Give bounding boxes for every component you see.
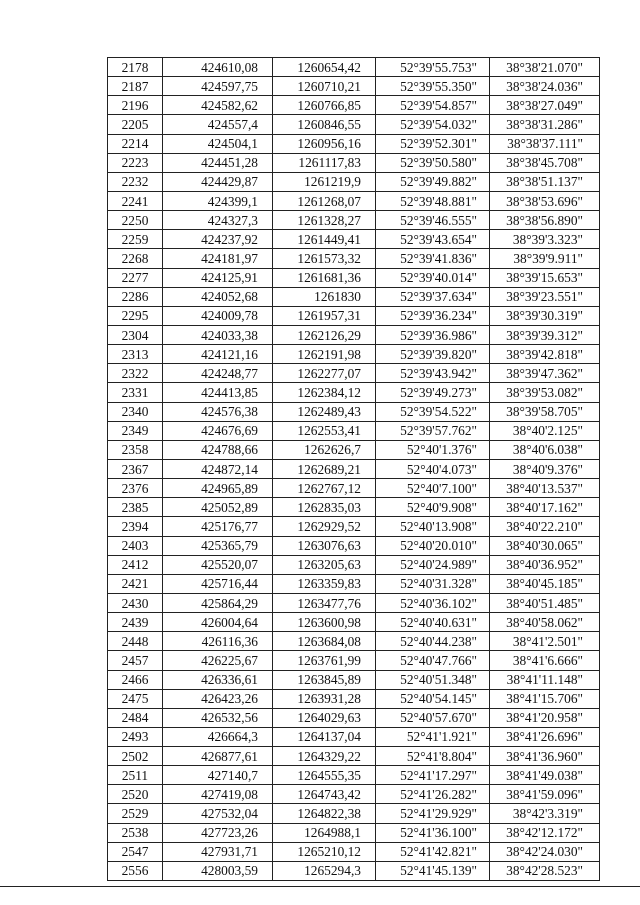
table-row xyxy=(108,172,600,191)
point-number-cell: 2286 xyxy=(108,287,163,306)
table-row xyxy=(108,823,600,842)
point-number-cell: 2466 xyxy=(108,670,163,689)
table-row xyxy=(108,574,600,593)
longitude-cell: 38°38'51.137" xyxy=(490,172,600,191)
latitude-cell: 52°40'9.908" xyxy=(376,498,490,517)
latitude-cell: 52°40'4.073" xyxy=(376,459,490,478)
latitude-cell: 52°41'45.139" xyxy=(376,861,490,880)
latitude-cell: 52°41'42.821" xyxy=(376,842,490,861)
x-coordinate-cell: 424429,87 xyxy=(163,172,273,191)
x-coordinate-cell: 424597,75 xyxy=(163,77,273,96)
point-number-cell: 2502 xyxy=(108,747,163,766)
point-number-cell: 2196 xyxy=(108,96,163,115)
y-coordinate-cell: 1265210,12 xyxy=(273,842,376,861)
y-coordinate-cell: 1263600,98 xyxy=(273,613,376,632)
x-coordinate-cell: 424582,62 xyxy=(163,96,273,115)
point-number-cell: 2232 xyxy=(108,172,163,191)
x-coordinate-cell: 424576,38 xyxy=(163,402,273,421)
x-coordinate-cell: 424181,97 xyxy=(163,249,273,268)
point-number-cell: 2439 xyxy=(108,613,163,632)
latitude-cell: 52°39'52.301" xyxy=(376,134,490,153)
coordinates-table-body xyxy=(108,58,600,881)
latitude-cell: 52°40'57.670" xyxy=(376,708,490,727)
y-coordinate-cell: 1262553,41 xyxy=(273,421,376,440)
latitude-cell: 52°40'31.328" xyxy=(376,574,490,593)
latitude-cell: 52°41'29.929" xyxy=(376,804,490,823)
table-row xyxy=(108,861,600,880)
x-coordinate-cell: 424504,1 xyxy=(163,134,273,153)
y-coordinate-cell: 1260710,21 xyxy=(273,77,376,96)
longitude-cell: 38°41'6.666" xyxy=(490,651,600,670)
y-coordinate-cell: 1262767,12 xyxy=(273,479,376,498)
y-coordinate-cell: 1262384,12 xyxy=(273,383,376,402)
longitude-cell: 38°39'30.319" xyxy=(490,306,600,325)
table-row xyxy=(108,842,600,861)
x-coordinate-cell: 428003,59 xyxy=(163,861,273,880)
x-coordinate-cell: 427140,7 xyxy=(163,766,273,785)
point-number-cell: 2313 xyxy=(108,345,163,364)
latitude-cell: 52°40'47.766" xyxy=(376,651,490,670)
longitude-cell: 38°39'47.362" xyxy=(490,364,600,383)
y-coordinate-cell: 1265294,3 xyxy=(273,861,376,880)
y-coordinate-cell: 1261573,32 xyxy=(273,249,376,268)
table-row xyxy=(108,727,600,746)
table-row xyxy=(108,115,600,134)
table-row xyxy=(108,383,600,402)
longitude-cell: 38°40'51.485" xyxy=(490,593,600,612)
longitude-cell: 38°39'23.551" xyxy=(490,287,600,306)
latitude-cell: 52°39'55.350" xyxy=(376,77,490,96)
x-coordinate-cell: 426532,56 xyxy=(163,708,273,727)
x-coordinate-cell: 424125,91 xyxy=(163,268,273,287)
y-coordinate-cell: 1261681,36 xyxy=(273,268,376,287)
latitude-cell: 52°40'36.102" xyxy=(376,593,490,612)
point-number-cell: 2412 xyxy=(108,555,163,574)
longitude-cell: 38°42'3.319" xyxy=(490,804,600,823)
table-row xyxy=(108,632,600,651)
table-row xyxy=(108,689,600,708)
table-row xyxy=(108,402,600,421)
y-coordinate-cell: 1263684,08 xyxy=(273,632,376,651)
y-coordinate-cell: 1261957,31 xyxy=(273,306,376,325)
longitude-cell: 38°40'45.185" xyxy=(490,574,600,593)
point-number-cell: 2421 xyxy=(108,574,163,593)
latitude-cell: 52°39'55.753" xyxy=(376,58,490,77)
table-row xyxy=(108,613,600,632)
latitude-cell: 52°39'40.014" xyxy=(376,268,490,287)
y-coordinate-cell: 1262626,7 xyxy=(273,440,376,459)
point-number-cell: 2358 xyxy=(108,440,163,459)
table-row xyxy=(108,306,600,325)
y-coordinate-cell: 1263931,28 xyxy=(273,689,376,708)
table-row xyxy=(108,479,600,498)
point-number-cell: 2304 xyxy=(108,325,163,344)
longitude-cell: 38°41'11.148" xyxy=(490,670,600,689)
longitude-cell: 38°38'56.890" xyxy=(490,211,600,230)
longitude-cell: 38°40'30.065" xyxy=(490,536,600,555)
x-coordinate-cell: 424872,14 xyxy=(163,459,273,478)
x-coordinate-cell: 424610,08 xyxy=(163,58,273,77)
table-row xyxy=(108,211,600,230)
longitude-cell: 38°41'26.696" xyxy=(490,727,600,746)
point-number-cell: 2538 xyxy=(108,823,163,842)
footer-divider xyxy=(0,886,640,887)
x-coordinate-cell: 426336,61 xyxy=(163,670,273,689)
point-number-cell: 2475 xyxy=(108,689,163,708)
point-number-cell: 2259 xyxy=(108,230,163,249)
y-coordinate-cell: 1261268,07 xyxy=(273,191,376,210)
point-number-cell: 2457 xyxy=(108,651,163,670)
table-row xyxy=(108,58,600,77)
latitude-cell: 52°39'50.580" xyxy=(376,153,490,172)
latitude-cell: 52°40'24.989" xyxy=(376,555,490,574)
table-row xyxy=(108,670,600,689)
point-number-cell: 2394 xyxy=(108,517,163,536)
y-coordinate-cell: 1260846,55 xyxy=(273,115,376,134)
table-row xyxy=(108,708,600,727)
point-number-cell: 2529 xyxy=(108,804,163,823)
latitude-cell: 52°39'36.234" xyxy=(376,306,490,325)
latitude-cell: 52°40'7.100" xyxy=(376,479,490,498)
x-coordinate-cell: 425176,77 xyxy=(163,517,273,536)
latitude-cell: 52°39'43.942" xyxy=(376,364,490,383)
longitude-cell: 38°40'2.125" xyxy=(490,421,600,440)
longitude-cell: 38°40'58.062" xyxy=(490,613,600,632)
y-coordinate-cell: 1262191,98 xyxy=(273,345,376,364)
table-row xyxy=(108,96,600,115)
latitude-cell: 52°40'54.145" xyxy=(376,689,490,708)
y-coordinate-cell: 1263359,83 xyxy=(273,574,376,593)
x-coordinate-cell: 425864,29 xyxy=(163,593,273,612)
y-coordinate-cell: 1261830 xyxy=(273,287,376,306)
y-coordinate-cell: 1262277,07 xyxy=(273,364,376,383)
latitude-cell: 52°39'41.836" xyxy=(376,249,490,268)
point-number-cell: 2520 xyxy=(108,785,163,804)
point-number-cell: 2331 xyxy=(108,383,163,402)
latitude-cell: 52°41'1.921" xyxy=(376,727,490,746)
y-coordinate-cell: 1264743,42 xyxy=(273,785,376,804)
point-number-cell: 2295 xyxy=(108,306,163,325)
latitude-cell: 52°39'54.522" xyxy=(376,402,490,421)
latitude-cell: 52°39'54.032" xyxy=(376,115,490,134)
x-coordinate-cell: 424327,3 xyxy=(163,211,273,230)
point-number-cell: 2484 xyxy=(108,708,163,727)
y-coordinate-cell: 1261449,41 xyxy=(273,230,376,249)
longitude-cell: 38°41'2.501" xyxy=(490,632,600,651)
point-number-cell: 2178 xyxy=(108,58,163,77)
x-coordinate-cell: 427532,04 xyxy=(163,804,273,823)
point-number-cell: 2430 xyxy=(108,593,163,612)
table-row xyxy=(108,191,600,210)
x-coordinate-cell: 427419,08 xyxy=(163,785,273,804)
point-number-cell: 2250 xyxy=(108,211,163,230)
point-number-cell: 2349 xyxy=(108,421,163,440)
longitude-cell: 38°38'24.036" xyxy=(490,77,600,96)
point-number-cell: 2403 xyxy=(108,536,163,555)
latitude-cell: 52°41'26.282" xyxy=(376,785,490,804)
x-coordinate-cell: 427723,26 xyxy=(163,823,273,842)
longitude-cell: 38°42'12.172" xyxy=(490,823,600,842)
latitude-cell: 52°40'20.010" xyxy=(376,536,490,555)
table-row xyxy=(108,230,600,249)
longitude-cell: 38°41'49.038" xyxy=(490,766,600,785)
table-row xyxy=(108,459,600,478)
x-coordinate-cell: 425052,89 xyxy=(163,498,273,517)
point-number-cell: 2493 xyxy=(108,727,163,746)
y-coordinate-cell: 1261117,83 xyxy=(273,153,376,172)
y-coordinate-cell: 1264329,22 xyxy=(273,747,376,766)
x-coordinate-cell: 424788,66 xyxy=(163,440,273,459)
y-coordinate-cell: 1260766,85 xyxy=(273,96,376,115)
longitude-cell: 38°39'3.323" xyxy=(490,230,600,249)
table-row xyxy=(108,345,600,364)
y-coordinate-cell: 1264988,1 xyxy=(273,823,376,842)
y-coordinate-cell: 1263205,63 xyxy=(273,555,376,574)
point-number-cell: 2385 xyxy=(108,498,163,517)
x-coordinate-cell: 425520,07 xyxy=(163,555,273,574)
table-row xyxy=(108,134,600,153)
table-row xyxy=(108,747,600,766)
y-coordinate-cell: 1262835,03 xyxy=(273,498,376,517)
y-coordinate-cell: 1264822,38 xyxy=(273,804,376,823)
longitude-cell: 38°39'39.312" xyxy=(490,325,600,344)
y-coordinate-cell: 1264137,04 xyxy=(273,727,376,746)
x-coordinate-cell: 424121,16 xyxy=(163,345,273,364)
latitude-cell: 52°40'1.376" xyxy=(376,440,490,459)
longitude-cell: 38°39'15.653" xyxy=(490,268,600,287)
x-coordinate-cell: 424413,85 xyxy=(163,383,273,402)
table-row xyxy=(108,498,600,517)
y-coordinate-cell: 1263076,63 xyxy=(273,536,376,555)
longitude-cell: 38°41'20.958" xyxy=(490,708,600,727)
longitude-cell: 38°38'31.286" xyxy=(490,115,600,134)
longitude-cell: 38°41'15.706" xyxy=(490,689,600,708)
point-number-cell: 2223 xyxy=(108,153,163,172)
x-coordinate-cell: 424965,89 xyxy=(163,479,273,498)
longitude-cell: 38°39'58.705" xyxy=(490,402,600,421)
longitude-cell: 38°38'45.708" xyxy=(490,153,600,172)
table-row xyxy=(108,421,600,440)
latitude-cell: 52°39'46.555" xyxy=(376,211,490,230)
table-row xyxy=(108,536,600,555)
longitude-cell: 38°39'42.818" xyxy=(490,345,600,364)
longitude-cell: 38°38'53.696" xyxy=(490,191,600,210)
latitude-cell: 52°41'36.100" xyxy=(376,823,490,842)
latitude-cell: 52°39'39.820" xyxy=(376,345,490,364)
latitude-cell: 52°39'37.634" xyxy=(376,287,490,306)
longitude-cell: 38°39'53.082" xyxy=(490,383,600,402)
point-number-cell: 2322 xyxy=(108,364,163,383)
point-number-cell: 2340 xyxy=(108,402,163,421)
x-coordinate-cell: 424033,38 xyxy=(163,325,273,344)
latitude-cell: 52°40'44.238" xyxy=(376,632,490,651)
x-coordinate-cell: 424557,4 xyxy=(163,115,273,134)
table-row xyxy=(108,364,600,383)
longitude-cell: 38°41'59.096" xyxy=(490,785,600,804)
y-coordinate-cell: 1263477,76 xyxy=(273,593,376,612)
table-row xyxy=(108,325,600,344)
longitude-cell: 38°40'9.376" xyxy=(490,459,600,478)
latitude-cell: 52°39'54.857" xyxy=(376,96,490,115)
latitude-cell: 52°41'17.297" xyxy=(376,766,490,785)
latitude-cell: 52°39'48.881" xyxy=(376,191,490,210)
latitude-cell: 52°40'51.348" xyxy=(376,670,490,689)
table-row xyxy=(108,785,600,804)
point-number-cell: 2214 xyxy=(108,134,163,153)
x-coordinate-cell: 426116,36 xyxy=(163,632,273,651)
longitude-cell: 38°40'6.038" xyxy=(490,440,600,459)
y-coordinate-cell: 1262489,43 xyxy=(273,402,376,421)
y-coordinate-cell: 1262929,52 xyxy=(273,517,376,536)
latitude-cell: 52°39'49.273" xyxy=(376,383,490,402)
longitude-cell: 38°41'36.960" xyxy=(490,747,600,766)
point-number-cell: 2448 xyxy=(108,632,163,651)
longitude-cell: 38°38'21.070" xyxy=(490,58,600,77)
x-coordinate-cell: 426225,67 xyxy=(163,651,273,670)
point-number-cell: 2547 xyxy=(108,842,163,861)
table-row xyxy=(108,77,600,96)
point-number-cell: 2556 xyxy=(108,861,163,880)
longitude-cell: 38°40'17.162" xyxy=(490,498,600,517)
point-number-cell: 2241 xyxy=(108,191,163,210)
latitude-cell: 52°39'57.762" xyxy=(376,421,490,440)
y-coordinate-cell: 1260654,42 xyxy=(273,58,376,77)
latitude-cell: 52°39'36.986" xyxy=(376,325,490,344)
x-coordinate-cell: 424248,77 xyxy=(163,364,273,383)
table-row xyxy=(108,268,600,287)
table-row xyxy=(108,249,600,268)
x-coordinate-cell: 427931,71 xyxy=(163,842,273,861)
longitude-cell: 38°42'28.523" xyxy=(490,861,600,880)
longitude-cell: 38°39'9.911" xyxy=(490,249,600,268)
y-coordinate-cell: 1264555,35 xyxy=(273,766,376,785)
y-coordinate-cell: 1264029,63 xyxy=(273,708,376,727)
longitude-cell: 38°38'37.111" xyxy=(490,134,600,153)
y-coordinate-cell: 1263845,89 xyxy=(273,670,376,689)
longitude-cell: 38°40'22.210" xyxy=(490,517,600,536)
table-row xyxy=(108,287,600,306)
point-number-cell: 2205 xyxy=(108,115,163,134)
x-coordinate-cell: 424052,68 xyxy=(163,287,273,306)
table-row xyxy=(108,766,600,785)
x-coordinate-cell: 426877,61 xyxy=(163,747,273,766)
latitude-cell: 52°39'49.882" xyxy=(376,172,490,191)
y-coordinate-cell: 1261219,9 xyxy=(273,172,376,191)
latitude-cell: 52°40'13.908" xyxy=(376,517,490,536)
longitude-cell: 38°42'24.030" xyxy=(490,842,600,861)
y-coordinate-cell: 1263761,99 xyxy=(273,651,376,670)
x-coordinate-cell: 424676,69 xyxy=(163,421,273,440)
x-coordinate-cell: 424237,92 xyxy=(163,230,273,249)
x-coordinate-cell: 425716,44 xyxy=(163,574,273,593)
x-coordinate-cell: 426664,3 xyxy=(163,727,273,746)
table-row xyxy=(108,804,600,823)
x-coordinate-cell: 424009,78 xyxy=(163,306,273,325)
table-row xyxy=(108,517,600,536)
y-coordinate-cell: 1262126,29 xyxy=(273,325,376,344)
coordinates-table xyxy=(107,57,600,881)
y-coordinate-cell: 1261328,27 xyxy=(273,211,376,230)
x-coordinate-cell: 424399,1 xyxy=(163,191,273,210)
point-number-cell: 2187 xyxy=(108,77,163,96)
table-row xyxy=(108,651,600,670)
table-row xyxy=(108,555,600,574)
latitude-cell: 52°39'43.654" xyxy=(376,230,490,249)
latitude-cell: 52°40'40.631" xyxy=(376,613,490,632)
x-coordinate-cell: 424451,28 xyxy=(163,153,273,172)
point-number-cell: 2268 xyxy=(108,249,163,268)
point-number-cell: 2367 xyxy=(108,459,163,478)
longitude-cell: 38°38'27.049" xyxy=(490,96,600,115)
table-row xyxy=(108,153,600,172)
latitude-cell: 52°41'8.804" xyxy=(376,747,490,766)
point-number-cell: 2511 xyxy=(108,766,163,785)
y-coordinate-cell: 1262689,21 xyxy=(273,459,376,478)
longitude-cell: 38°40'36.952" xyxy=(490,555,600,574)
point-number-cell: 2277 xyxy=(108,268,163,287)
point-number-cell: 2376 xyxy=(108,479,163,498)
table-row xyxy=(108,440,600,459)
x-coordinate-cell: 426423,26 xyxy=(163,689,273,708)
x-coordinate-cell: 426004,64 xyxy=(163,613,273,632)
longitude-cell: 38°40'13.537" xyxy=(490,479,600,498)
x-coordinate-cell: 425365,79 xyxy=(163,536,273,555)
y-coordinate-cell: 1260956,16 xyxy=(273,134,376,153)
table-row xyxy=(108,593,600,612)
